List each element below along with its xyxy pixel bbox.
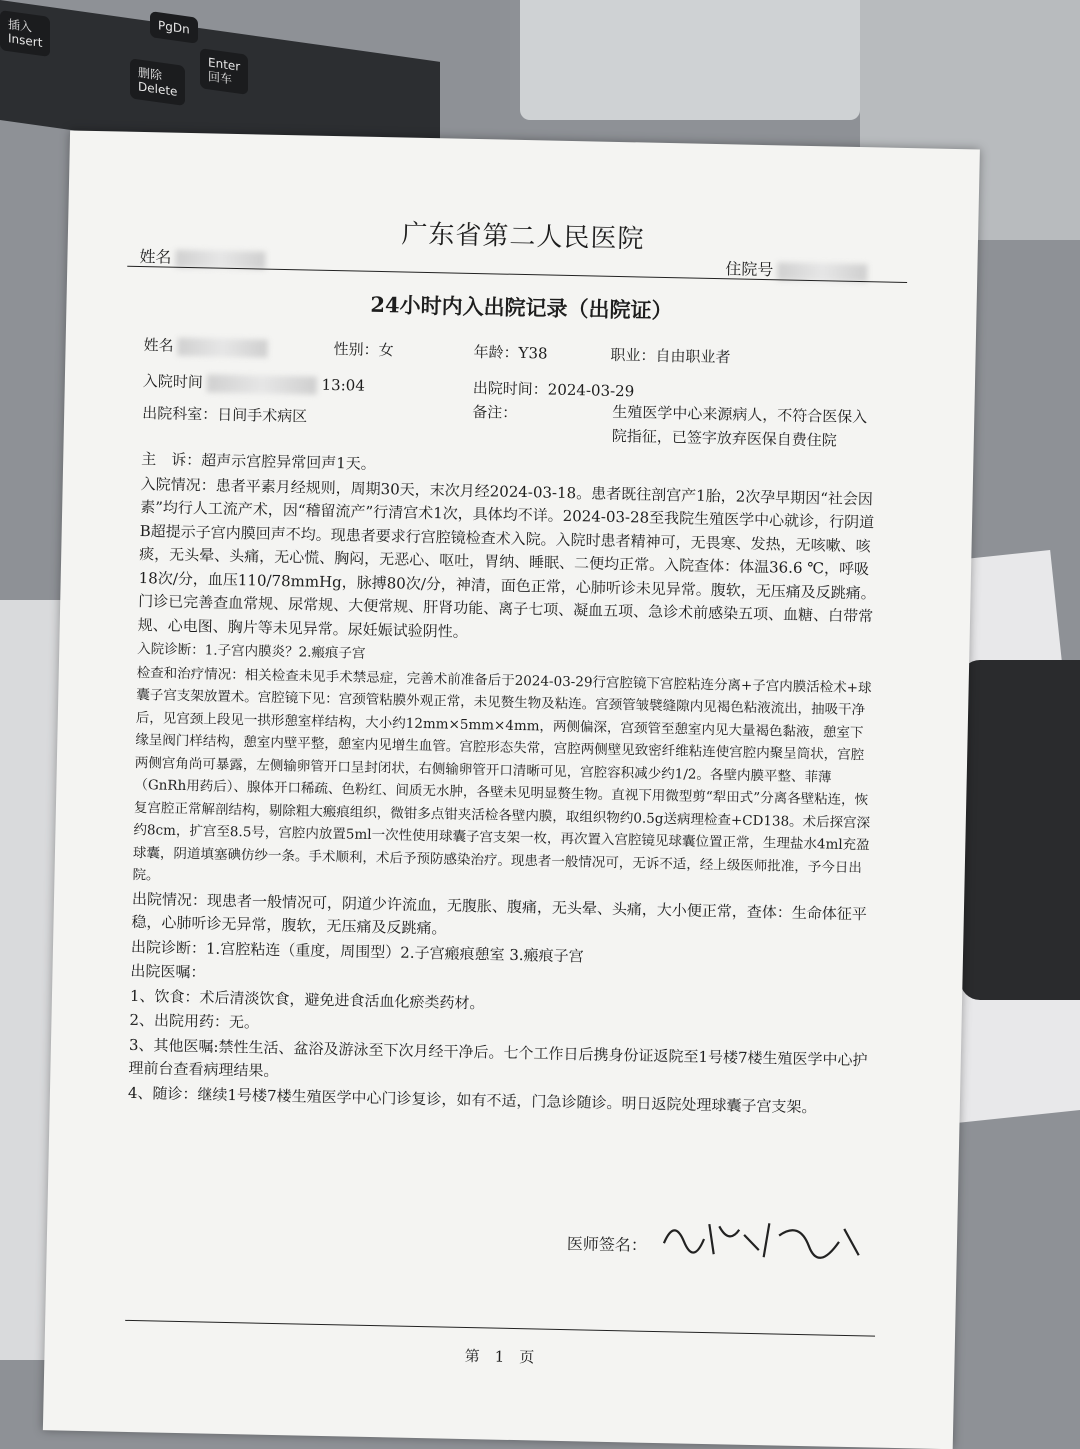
key-delete: 删除 Delete <box>130 58 185 106</box>
discharge-time-field: 出院时间：2024-03-29 <box>472 378 635 401</box>
admit-time-field <box>143 370 365 396</box>
admission-status: 入院情况：患者平素月经规则，周期30天，末次月经2024-03-18。患者既往剖宫产1胎，2次孕早期因“社会因素”均行人工流产术，因“稽留流产”行清宫术1次，具体均不详。2024-03-28至我院生殖医学中心就诊，行阴道B超提示子宫内膜回声不均。现患者要求行宫腔镜检查术入院。入院时患者精神可，无畏寒、发热，无咳嗽、咳痰，无头晕、头痛，无心慌、胸闷，无恶心、呕吐，胃纳、睡眠、二便均正常。入院查体：体温36.6 ℃，呼吸18次/分，血压110/78mmHg，脉搏80次/分，神清，面色正常，心肺听诊未见异常。腹软，无压痛及反跳痛。门诊已完善查血常规、尿常规、大便常规、肝肾功能、离子七项、凝血五项、急诊术前感染五项、血糖、白带常规、心电图、胸片等未见异常。尿妊娠试验阴性。 <box>137 474 876 641</box>
handwritten-signature <box>659 1213 880 1268</box>
discharge-orders-label: 出院医嘱： <box>130 961 206 982</box>
remark-label: 备注： <box>472 402 518 422</box>
phone <box>960 660 1080 1000</box>
redacted-admit-date <box>207 374 317 394</box>
key-insert: 插入 Insert <box>0 10 50 57</box>
footer-divider <box>125 1320 875 1337</box>
desk-device <box>520 0 860 120</box>
discharge-diagnosis: 出院诊断：1.宫腔粘连（重度，周围型）2.子宫瘢痕憩室 3.瘢痕子宫 <box>130 937 584 965</box>
name-label: 姓名 <box>139 246 172 267</box>
page-number: 第 1 页 <box>464 1347 535 1367</box>
hospital-name: 广东省第二人民医院 <box>401 219 645 255</box>
discharge-status: 出院情况：现患者一般情况可，阴道少许流血，无腹胀、腹痛，无头晕、头痛，大小便正常，查体：生命体征平稳，心肺听诊无异常，腹软，无压痛及反跳痛。 <box>131 889 868 938</box>
record-body <box>128 448 882 1121</box>
admission-no-label: 住院号 <box>725 259 774 280</box>
order-3: 3、其他医嘱:禁性生活、盆浴及游泳至下次月经干净后。七个工作日后携身份证返院至1号楼7楼生殖医学中心护理前台查看病理结果。 <box>128 1035 868 1081</box>
patient-name-field <box>143 334 267 358</box>
admit-time-tail: 13:04 <box>321 375 366 395</box>
order-1: 1、饮食：术后清淡饮食，避免进食活血化瘀类药材。 <box>129 986 485 1012</box>
key-enter: Enter 回车 <box>200 48 248 95</box>
admission-diagnosis: 入院诊断：1.子宫内膜炎？2.瘢痕子宫 <box>137 640 366 662</box>
discharge-certificate <box>43 130 980 1449</box>
signature-label: 医师签名： <box>566 1234 648 1255</box>
sex-field: 性别：女 <box>333 340 394 360</box>
occupation-field: 职业：自由职业者 <box>610 345 731 367</box>
order-2: 2、出院用药：无。 <box>129 1010 260 1032</box>
redacted-patient-name <box>177 338 267 358</box>
order-4: 4、随诊：继续1号楼7楼生殖医学中心门诊复诊，如有不适，门急诊随诊。明日返院处理球囊子宫支架。 <box>127 1083 817 1116</box>
age-field: 年龄：Y38 <box>473 342 548 363</box>
treatment: 检查和治疗情况：相关检查未见手术禁忌症，完善术前准备后于2024-03-29行宫腔镜下宫腔粘连分离+子宫内膜活检术+球囊子宫支架放置术。宫腔镜下见：宫颈管粘膜外观正常，未见赘生物及粘连。宫颈管皱襞缝隙内见褐色粘液流出，抽吸干净后，见宫颈上段见一拱形憩室样结构，大小约12mm×5mm×4mm，两侧偏深，宫颈管至憩室内见大量褐色黏液，憩室下缘呈阀门样结构，憩室内壁平整，憩室内见增生血管。宫腔形态失常，宫腔两侧壁见致密纤维粘连使宫腔内聚呈筒状，宫腔两侧宫角尚可暴露，左侧输卵管开口呈封闭状，右侧输卵管开口清晰可见，宫腔容积减少约1/2。各壁内膜平整、菲薄（GnRh用药后）、腺体开口稀疏、色粉红、间质无水肿，各壁未见明显赘生物。直视下用微型剪“犁田式”分离各壁粘连，恢复宫腔正常解剖结构，剔除粗大瘢痕组织，微钳多点钳夹活检各壁内膜，取组织物约0.5g送病理检查+CD138。术后探宫深约8cm，扩宫至8.5号，宫腔内放置5ml一次性使用球囊子宫支架一枚，再次置入宫腔镜见球囊位置正常，生理盐水4ml充盈球囊，阴道填塞碘仿纱一条。手术顺利，术后予预防感染治疗。现患者一般情况可，无诉不适，经上级医师批准，予今日出院。 <box>132 664 872 884</box>
patient-name-label: 姓名 <box>143 336 174 355</box>
document-title: 24小时内入出院记录（出院证） <box>370 291 673 324</box>
admit-time-label: 入院时间 <box>142 372 204 392</box>
discharge-dept-field: 出院科室：日间手术病区 <box>142 404 308 426</box>
remark-text: 生殖医学中心来源病人，不符合医保入院指征，已签字放弃医保自费住院 <box>611 402 868 450</box>
chief-complaint: 主 诉：超声示宫腔异常回声1天。 <box>141 450 376 473</box>
key-pgdn: PgDn <box>150 11 198 44</box>
